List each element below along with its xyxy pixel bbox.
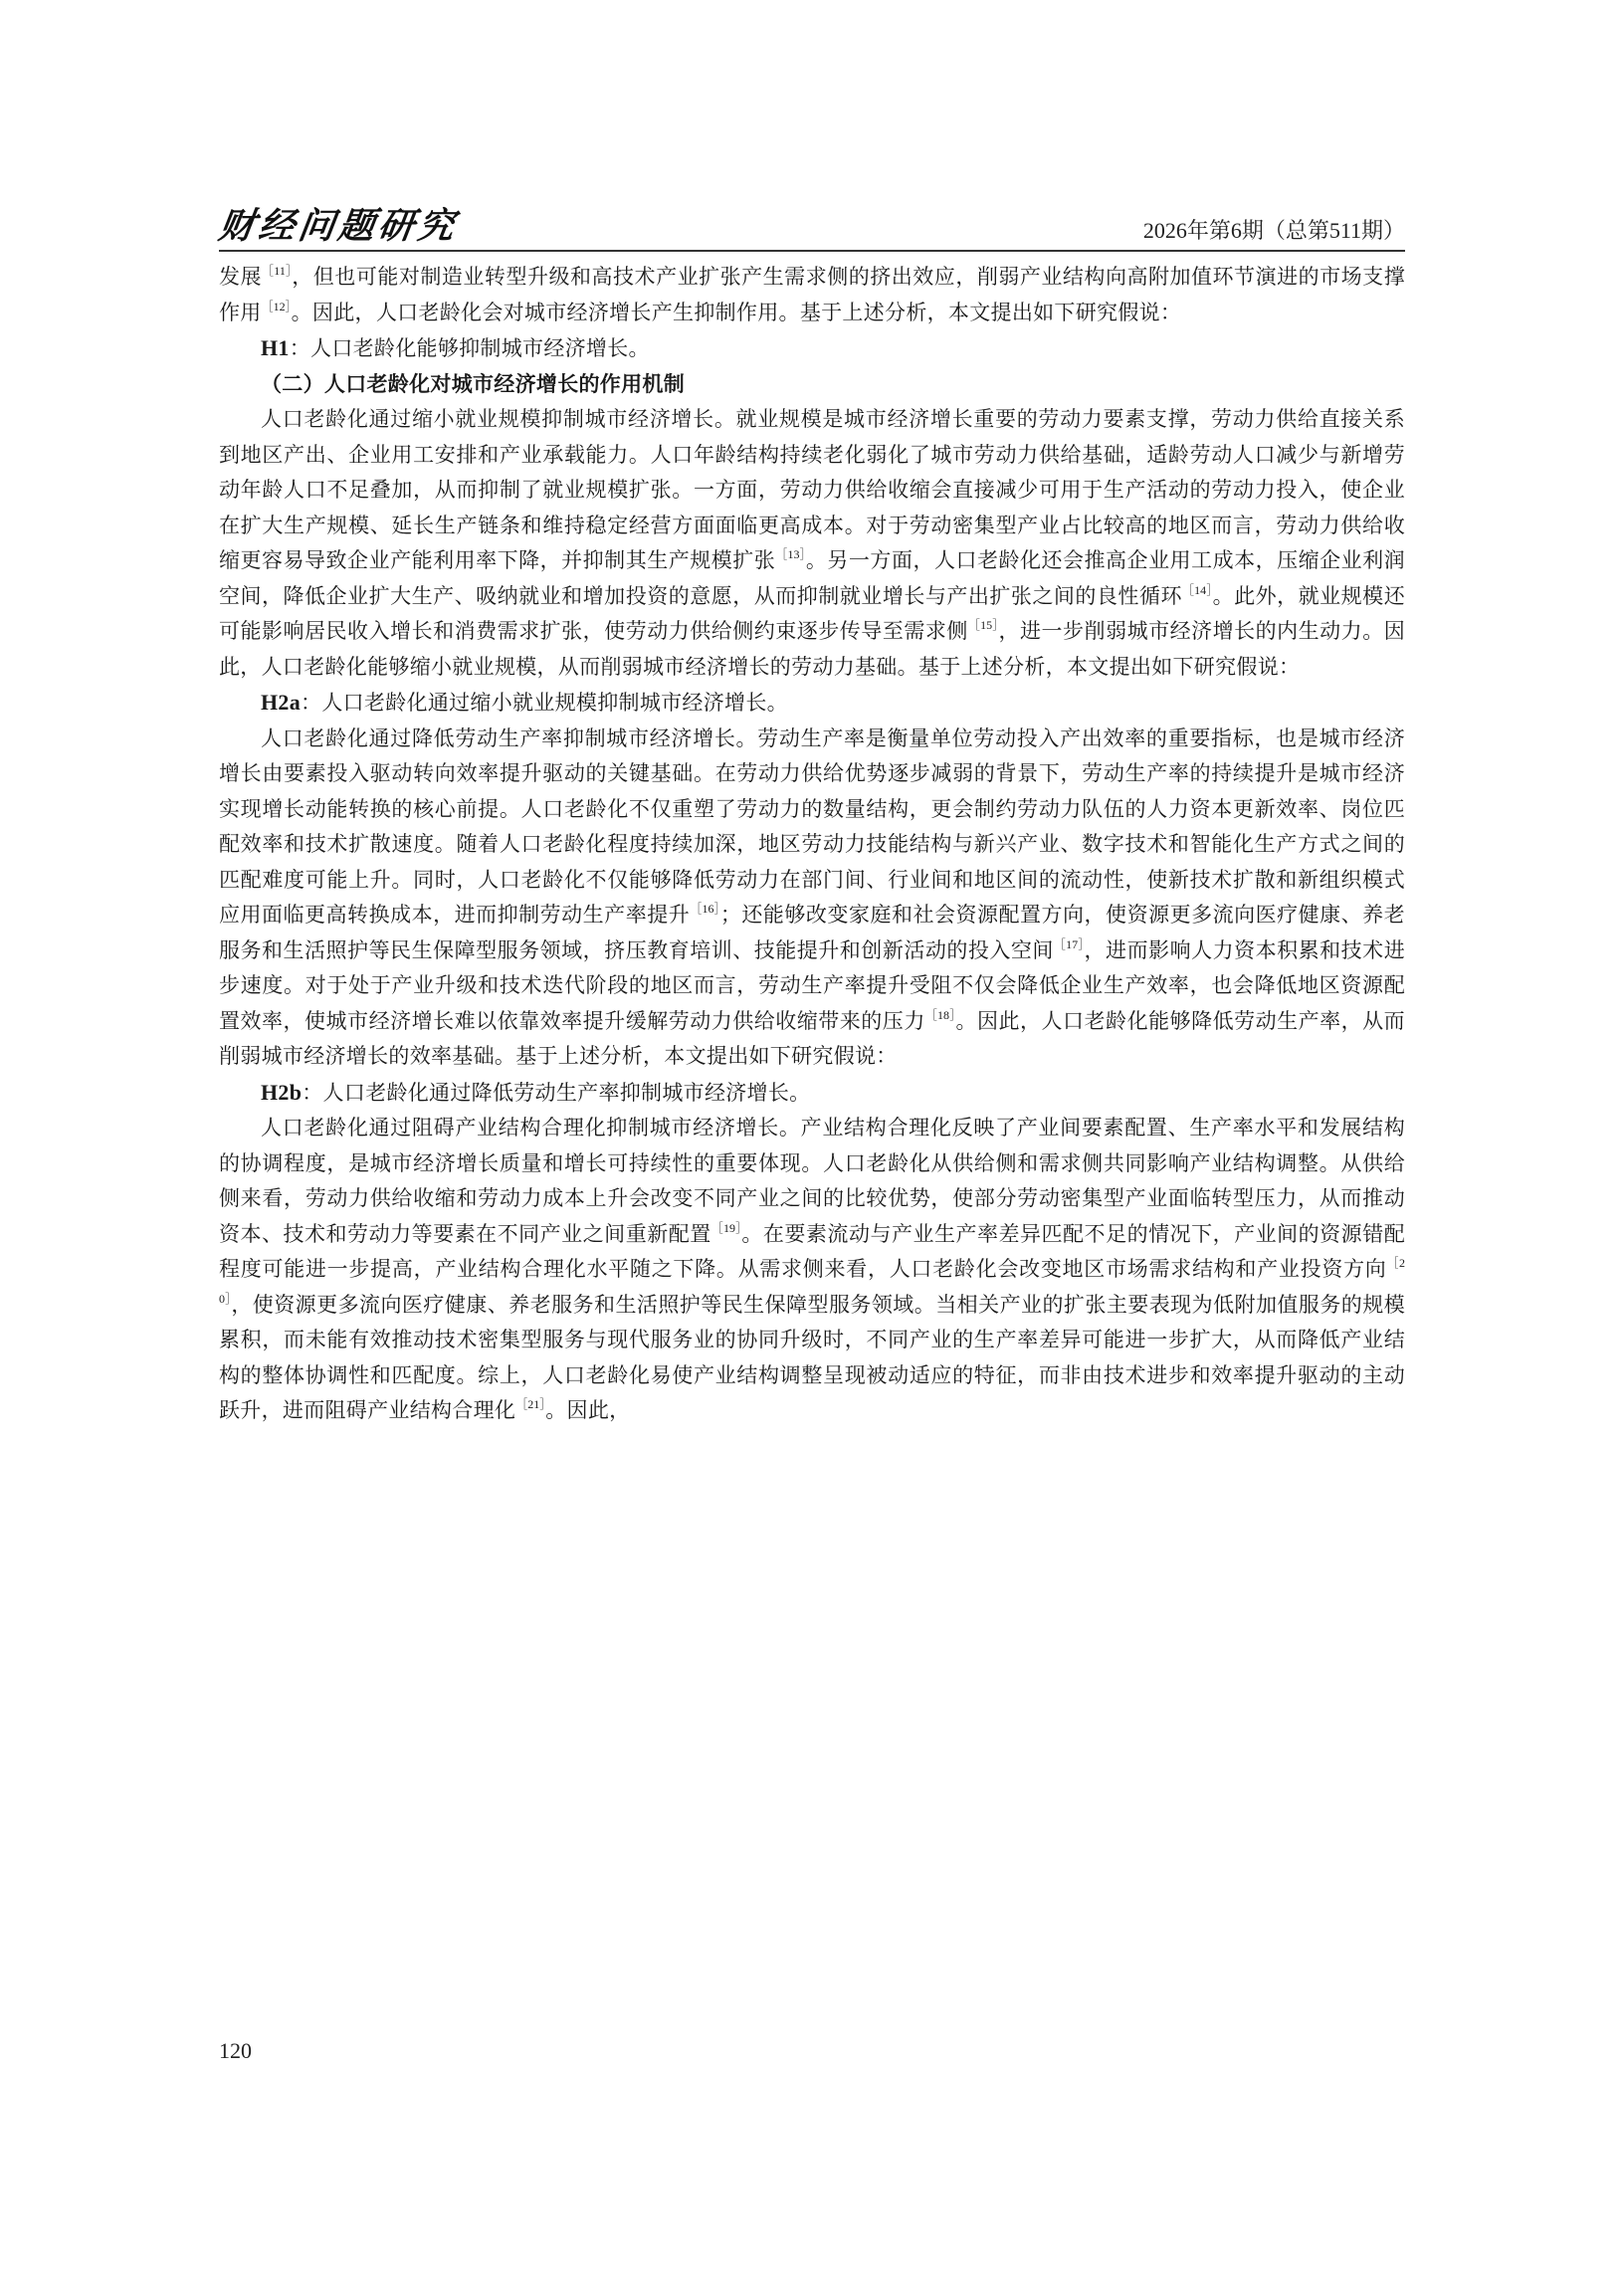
body-text (219, 260, 1405, 1429)
text-run: 人口老龄化通过缩小就业规模抑制城市经济增长。就业规模是城市经济增长重要的劳动力要素支撑，劳动力供给直接关系到地区产出、企业用工安排和产业承载能力。人口年龄结构持续老化弱化了城市劳动力供给基础，适龄劳动人口减少与新增劳动年龄人口不足叠加，从而抑制了就业规模扩张。一方面，劳动力供给收缩会直接减少可用于生产活动的劳动力投入，使企业在扩大生产规模、延长生产链条和维持稳定经营方面面临更高成本。对于劳动密集型产业占比较高的地区而言，劳动力供给收缩更容易导致企业产能利用率下降，并抑制其生产规模扩张 (219, 407, 1405, 572)
citation-ref: ［17］ (1053, 936, 1085, 951)
text-run: 人口老龄化通过降低劳动生产率抑制城市经济增长。劳动生产率是衡量单位劳动投入产出效率的重要指标，也是城市经济增长由要素投入驱动转向效率提升驱动的关键基础。在劳动力供给优势逐步减弱的背景下，劳动生产率的持续提升是城市经济实现增长动能转换的核心前提。人口老龄化不仅重塑了劳动力的数量结构，更会制约劳动力队伍的人力资本更新效率、岗位匹配效率和技术扩散速度。随着人口老龄化程度持续加深，地区劳动力技能结构与新兴产业、数字技术和智能化生产方式之间的匹配难度可能上升。同时，人口老龄化不仅能够降低劳动力在部门间、行业间和地区间的流动性，使新技术扩散和新组织模式应用面临更高转换成本，进而抑制劳动生产率提升 (219, 725, 1405, 927)
citation-ref: ［16］ (690, 902, 720, 916)
hypothesis-text: ：人口老龄化能够抑制城市经济增长。 (289, 336, 650, 360)
text-run: 。在要素流动与产业生产率差异匹配不足的情况下，产业间的资源错配程度可能进一步提高，产业结构合理化水平随之下降。从需求侧来看，人口老龄化会改变地区市场需求结构和产业投资方向 (219, 1221, 1405, 1281)
text-run: 发展 (219, 265, 263, 289)
hypothesis (219, 1075, 1405, 1112)
paragraph (219, 402, 1405, 685)
page-number: 120 (219, 2038, 252, 2063)
citation-ref: ［18］ (924, 1007, 956, 1022)
section-heading: （二）人口老龄化对城市经济增长的作用机制 (261, 371, 685, 396)
text-run: 人口老龄化通过阻碍产业结构合理化抑制城市经济增长。产业结构合理化反映了产业间要素配置、生产率水平和发展结构的协调程度，是城市经济增长质量和增长可持续性的重要体现。人口老龄化从供给侧和需求侧共同影响产业结构调整。从供给侧来看，劳动力供给收缩和劳动力成本上升会改变不同产业之间的比较优势，使部分劳动密集型产业面临转型压力，从而推动资本、技术和劳动力等要素在不同产业之间重新配置 (219, 1116, 1405, 1246)
hypothesis (219, 685, 1405, 722)
hypothesis-text: ：人口老龄化通过降低劳动生产率抑制城市经济增长。 (302, 1080, 811, 1105)
citation-ref: ［13］ (775, 547, 806, 561)
hypothesis-label: H2b (261, 1079, 303, 1105)
text-run: ，使资源更多流向医疗健康、养老服务和生活照护等民生保障型服务领域。当相关产业的扩张主要表现为低附加值服务的规模累积，而未能有效推动技术密集型服务与现代服务业的协同升级时，不同产业的生产率差异可能进一步扩大，从而降低产业结构的整体协调性和匹配度。综上，人口老龄化易使产业结构调整呈现被动适应的特征，而非由技术进步和效率提升驱动的主动跃升，进而阻碍产业结构合理化 (219, 1292, 1405, 1422)
hypothesis-text: ：人口老龄化通过缩小就业规模抑制城市经济增长。 (301, 691, 788, 715)
hypothesis-label: H2a (261, 690, 302, 715)
paragraph (219, 722, 1405, 1075)
running-header (216, 197, 1405, 247)
text-run: ；还能够改变家庭和社会资源配置方向，使资源更多流向医疗健康、养老服务和生活照护等民生保障型服务领域，挤压教育培训、技能提升和创新活动的投入空间 (219, 903, 1405, 962)
text-run: 。因此，人口老龄化能够降低劳动生产率，从而削弱城市经济增长的效率基础。基于上述分析，本文提出如下研究假说： (219, 1008, 1405, 1068)
issue-info: 2026年第6期（总第511期） (1142, 218, 1405, 243)
text-run: 。另一方面，人口老龄化还会推高企业用工成本，压缩企业利润空间，降低企业扩大生产、吸纳就业和增加投资的意愿，从而抑制就业增长与产出扩张之间的良性循环 (219, 548, 1405, 608)
citation-ref: ［14］ (1181, 582, 1213, 597)
paragraph (219, 1111, 1405, 1429)
paragraph-continuation (219, 260, 1405, 330)
citation-ref: ［19］ (710, 1220, 742, 1235)
citation-ref: ［20］ (219, 1256, 1405, 1306)
header-rule (219, 250, 1405, 252)
citation-ref: ［21］ (515, 1397, 546, 1411)
citation-ref: ［11］ (262, 264, 293, 278)
text-run: ，进而影响人力资本积累和技术进步速度。对于处于产业升级和技术迭代阶段的地区而言，劳动生产率提升受阻不仅会降低企业生产效率，也会降低地区资源配置效率，使城市经济增长难以依靠效率提升缓解劳动力供给收缩带来的压力 (219, 937, 1405, 1033)
text-run: ，进一步削弱城市经济增长的内生动力。因此，人口老龄化能够缩小就业规模，从而削弱城市经济增长的劳动力基础。基于上述分析，本文提出如下研究假说： (219, 619, 1406, 679)
text-run: 。因此，人口老龄化会对城市经济增长产生抑制作用。基于上述分析，本文提出如下研究假说： (291, 300, 1182, 324)
journal-logo: 财经问题研究 (216, 205, 461, 247)
citation-ref: ［15］ (967, 618, 999, 632)
hypothesis-label: H1 (261, 335, 290, 360)
text-run: ，但也可能对制造业转型升级和高技术产业扩张产生需求侧的挤出效应，削弱产业结构向高附加值环节演进的市场支撑作用 (219, 265, 1405, 324)
hypothesis (219, 330, 1405, 367)
text-run: 。因此， (545, 1398, 631, 1422)
citation-ref: ［12］ (261, 299, 292, 313)
text-run: 。此外，就业规模还可能影响居民收入增长和消费需求扩张，使劳动力供给侧约束逐步传导至需求侧 (219, 583, 1405, 643)
